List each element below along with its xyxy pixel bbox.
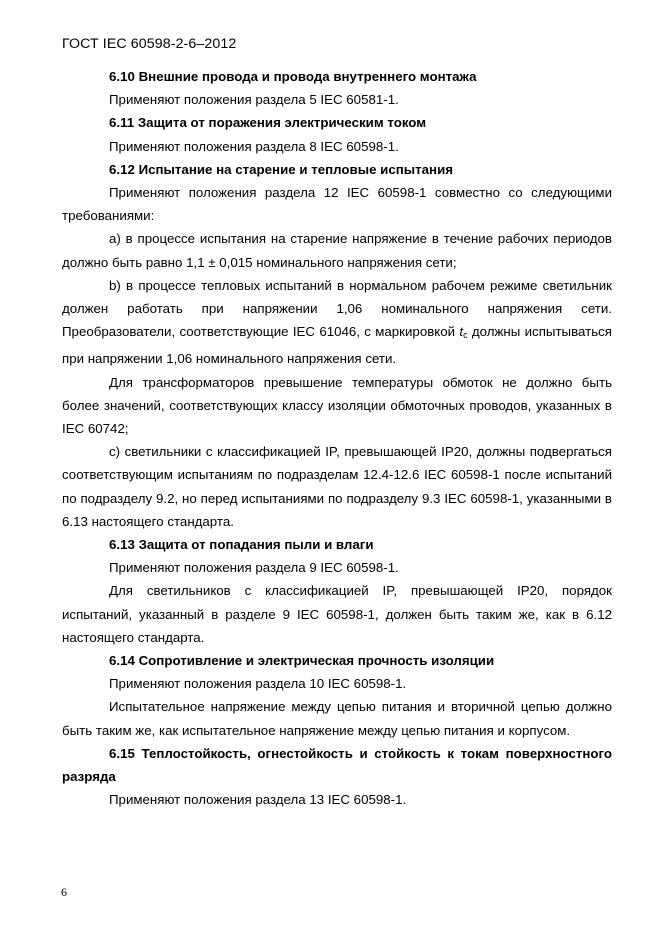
paragraph: Применяют положения раздела 8 IEC 60598-1. [109, 138, 399, 154]
paragraph: Применяют положения раздела 12 IEC 60598-1 совместно со следующими требованиями: [62, 185, 612, 224]
section-heading-6-10: 6.10 Внешние провода и провода внутреннего монтажа [109, 69, 477, 84]
paragraph: Применяют положения раздела 10 IEC 60598-1. [109, 676, 407, 692]
paragraph: Испытательное напряжение между цепью питания и вторичной цепью должно быть таким же, как испытательное напряжение между цепью питания и корпусом. [62, 699, 612, 738]
document-header: ГОСТ IEC 60598-2-6–2012 [62, 36, 237, 52]
section-heading-6-13: 6.13 Защита от попадания пыли и влаги [109, 537, 374, 553]
document-body [62, 65, 612, 812]
section-heading-6-14: 6.14 Сопротивление и электрическая прочность изоляции [109, 653, 495, 669]
list-item-a: а) в процессе испытания на старение напряжение в течение рабочих периодов должно быть равно 1,1 ± 0,015 номинального напряжения сети; [62, 231, 612, 270]
tc-symbol: t [459, 324, 464, 340]
paragraph: Применяют положения раздела 5 IEC 60581-1. [109, 92, 399, 108]
section-heading-6-12: 6.12 Испытание на старение и тепловые испытания [109, 161, 453, 177]
paragraph: Для трансформаторов превышение температуры обмоток не должно быть более значений, соответствующих классу изоляции обмоточных проводов, указанных в IEC 60742; [62, 374, 612, 437]
paragraph: Применяют положения раздела 13 IEC 60598-1. [109, 792, 407, 808]
section-heading-6-15: 6.15 Теплостойкость, огнестойкость и стойкость к токам поверхностного разряда [62, 745, 612, 785]
paragraph: Для светильников с классификацией IP, превышающей IP20, порядок испытаний, указанный в разделе 9 IEC 60598-1, должен быть таким же, как в 6.12 настоящего стандарта. [62, 583, 612, 645]
list-item-b-text-start: b) в процессе тепловых испытаний в нормальном рабочем режиме светильник должен работать при напряжении 1,06 номинального напряжения сети. Преобразователи, соответствующие IEC 61046, с маркировкой [62, 277, 612, 340]
tc-subscript: c [463, 330, 468, 341]
section-heading-6-11: 6.11 Защита от поражения электрическим током [109, 115, 427, 131]
list-item-c: с) светильники с классификацией IP, превышающей IP20, должны подвергаться соответствующим испытаниям по подразделам 12.4-12.6 IEC 60598-1 после испытаний по подразделу 9.2, но перед испытаниями по подразделу 9.3 IEC 60598-1, указанными в 6.13 настоящего стандарта. [62, 444, 612, 529]
paragraph: Применяют положения раздела 9 IEC 60598-1. [109, 560, 399, 576]
page-number: 6 [61, 885, 67, 899]
list-item-b [62, 274, 612, 371]
list-item-b-text-end: должны испытываться при напряжении 1,06 номинального напряжения сети. [62, 324, 612, 367]
